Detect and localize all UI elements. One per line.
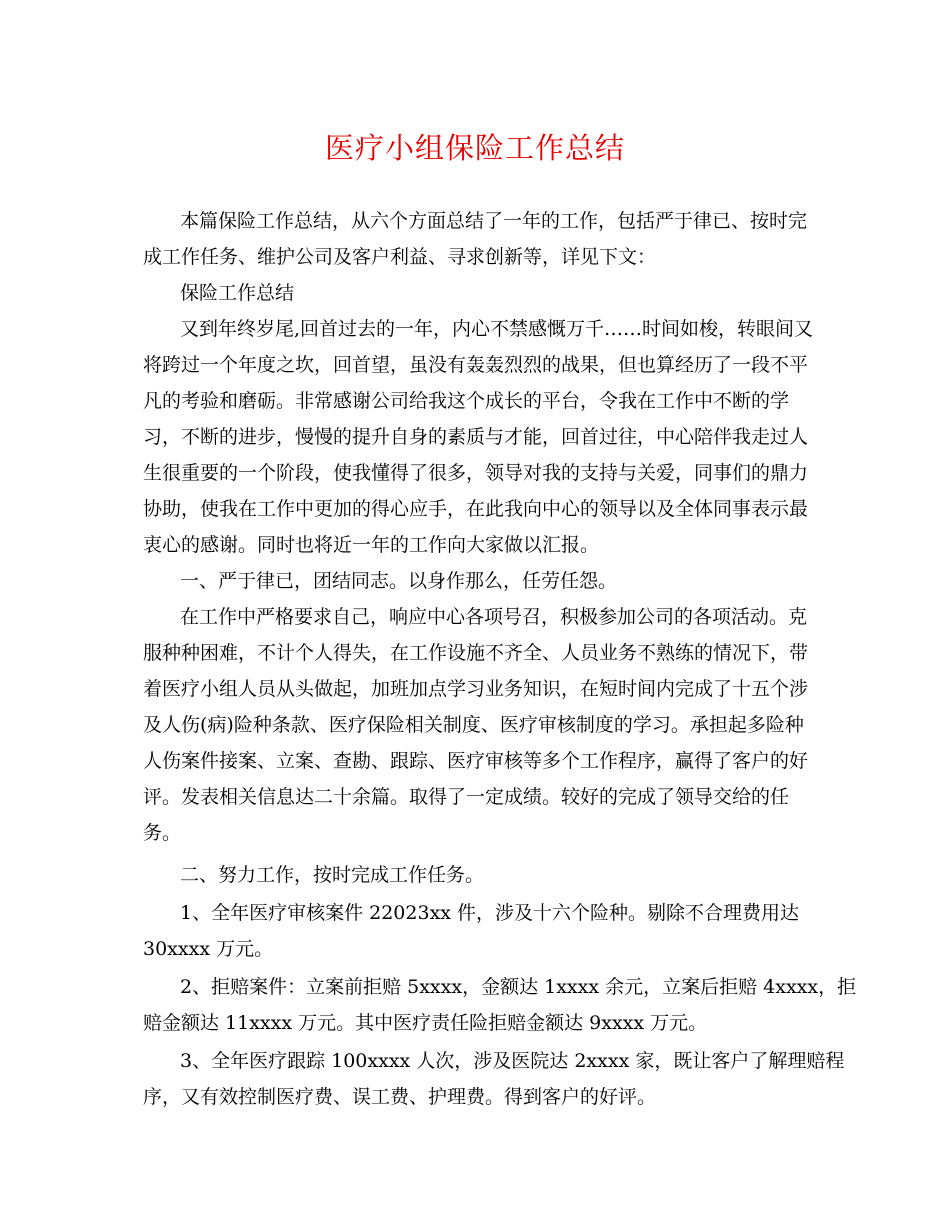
paragraph-line: 衷心的感谢。同时也将近一年的工作向大家做以汇报。	[143, 534, 600, 556]
paragraph-line: 习，不断的进步，慢慢的提升自身的素质与才能，回首过往，中心陪伴我走过人	[143, 426, 809, 448]
paragraph-line: 及人伤(病)险种条款、医疗保险相关制度、医疗审核制度的学习。承担起多险种	[143, 714, 804, 736]
list-item-line: 1、全年医疗审核案件 22023xx 件，涉及十六个险种。剔除不合理费用达	[180, 902, 800, 924]
paragraph-line: 人伤案件接案、立案、查勘、跟踪、医疗审核等多个工作程序，赢得了客户的好	[143, 750, 809, 772]
list-item-line: 30xxxx 万元。	[143, 938, 274, 960]
list-item-line: 赔金额达 11xxxx 万元。其中医疗责任险拒赔金额达 9xxxx 万元。	[143, 1012, 708, 1034]
paragraph-line: 将跨过一个年度之坎，回首望，虽没有轰轰烈烈的战果，但也算经历了一段不平	[143, 354, 809, 376]
paragraph-line: 本篇保险工作总结，从六个方面总结了一年的工作，包括严于律已、按时完	[180, 210, 808, 232]
paragraph-line: 在工作中严格要求自己，响应中心各项号召，积极参加公司的各项活动。克	[180, 606, 808, 628]
section-heading: 保险工作总结	[180, 282, 295, 304]
paragraph-line: 成工作任务、维护公司及客户利益、寻求创新等，详见下文：	[143, 246, 657, 268]
paragraph-line: 着医疗小组人员从头做起，加班加点学习业务知识，在短时间内完成了十五个涉	[143, 678, 809, 700]
list-item-line: 序，又有效控制医疗费、误工费、护理费。得到客户的好评。	[143, 1086, 657, 1108]
paragraph-line: 务。	[143, 822, 182, 844]
section-heading: 一、严于律已，团结同志。以身作那么，任劳任怨。	[180, 570, 618, 592]
paragraph-line: 协助，使我在工作中更加的得心应手，在此我向中心的领导以及全体同事表示最	[143, 498, 809, 520]
paragraph-line: 凡的考验和磨砺。非常感谢公司给我这个成长的平台，令我在工作中不断的学	[143, 390, 790, 412]
document-title: 医疗小组保险工作总结	[324, 131, 625, 165]
list-item-line: 2、拒赔案件：立案前拒赔 5xxxx，金额达 1xxxx 余元，立案后拒赔 4xxxx，拒	[180, 976, 857, 998]
paragraph-line: 又到年终岁尾,回首过去的一年，内心不禁感慨万千……时间如梭，转眼间又	[180, 318, 814, 340]
paragraph-line: 服种种困难，不计个人得失，在工作设施不齐全、人员业务不熟练的情况下，带	[143, 642, 809, 664]
section-heading: 二、努力工作，按时完成工作任务。	[180, 864, 485, 886]
paragraph-line: 生很重要的一个阶段，使我懂得了很多，领导对我的支持与关爱，同事们的鼎力	[143, 462, 809, 484]
paragraph-line: 评。发表相关信息达二十余篇。取得了一定成绩。较好的完成了领导交给的任	[143, 786, 790, 808]
list-item-line: 3、全年医疗跟踪 100xxxx 人次，涉及医院达 2xxxx 家，既让客户了解理赔程	[180, 1050, 845, 1072]
